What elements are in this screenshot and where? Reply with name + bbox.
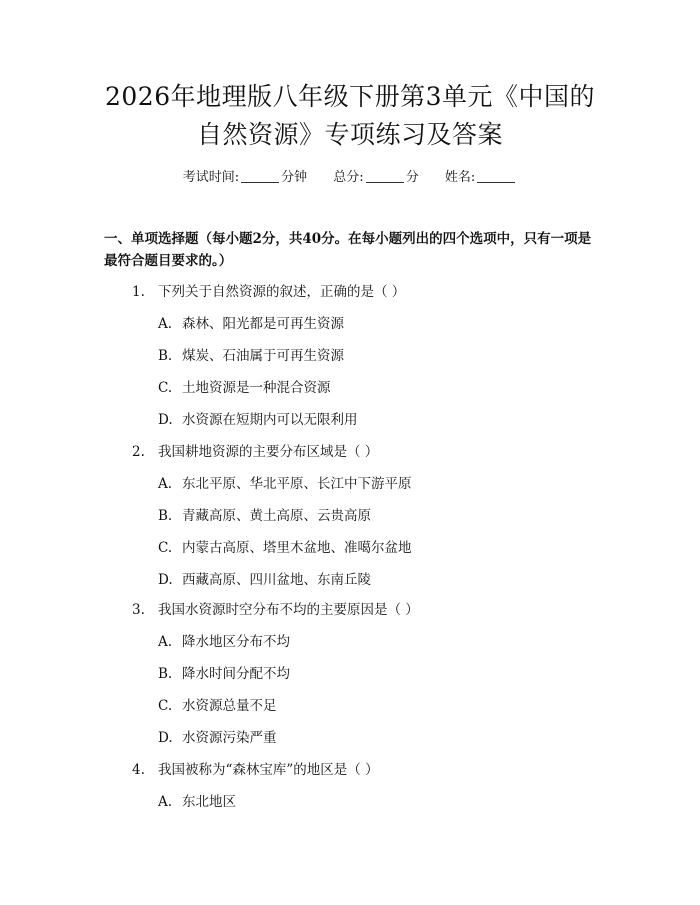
- option-text: 内蒙古高原、塔里木盆地、准噶尔盆地: [182, 540, 412, 556]
- option-text: 青藏高原、黄土高原、云贵高原: [182, 508, 371, 524]
- option-label: C.: [158, 698, 173, 714]
- question-text: 下列关于自然资源的叙述，正确的是（ ）: [158, 284, 406, 300]
- section-heading: 一、单项选择题（每小题2分，共40分。在每小题列出的四个选项中，只有一项是最符合题目要求的。）: [104, 231, 592, 269]
- option-text: 东北平原、华北平原、长江中下游平原: [182, 476, 412, 492]
- q3-option-d[interactable]: [158, 728, 277, 748]
- q3-option-b[interactable]: [158, 664, 290, 684]
- option-text: 煤炭、石油属于可再生资源: [182, 348, 344, 364]
- question-text: 我国耕地资源的主要分布区域是（ ）: [158, 444, 379, 460]
- option-text: 降水时间分配不均: [182, 666, 290, 682]
- option-label: A.: [158, 634, 173, 650]
- exam-time-unit: 分钟: [281, 170, 308, 185]
- question-number: 4.: [132, 762, 145, 778]
- total-score-label: 总分:: [333, 170, 364, 185]
- question-4: [132, 760, 379, 780]
- page-title: [60, 78, 640, 154]
- option-text: 西藏高原、四川盆地、东南丘陵: [182, 572, 371, 588]
- q4-option-a[interactable]: [158, 792, 236, 812]
- option-label: D.: [158, 572, 173, 588]
- option-text: 森林、阳光都是可再生资源: [182, 316, 344, 332]
- option-label: C.: [158, 540, 173, 556]
- question-number: 3.: [132, 602, 145, 618]
- q2-option-b[interactable]: [158, 506, 371, 526]
- option-text: 土地资源是一种混合资源: [182, 380, 331, 396]
- total-score-blank[interactable]: [366, 182, 404, 183]
- total-score-unit: 分: [405, 170, 419, 185]
- option-text: 降水地区分布不均: [182, 634, 290, 650]
- question-3: [132, 600, 419, 620]
- q2-option-a[interactable]: [158, 474, 412, 494]
- option-text: 水资源总量不足: [182, 698, 277, 714]
- exam-time-field: [183, 170, 312, 185]
- total-score-field: [333, 170, 423, 185]
- option-text: 东北地区: [182, 794, 236, 810]
- q1-option-d[interactable]: [158, 410, 358, 430]
- q3-option-a[interactable]: [158, 632, 290, 652]
- student-name-field: [445, 170, 517, 185]
- exam-time-label: 考试时间:: [182, 170, 240, 185]
- option-text: 水资源在短期内可以无限利用: [182, 412, 358, 428]
- option-text: 水资源污染严重: [182, 730, 277, 746]
- student-name-blank[interactable]: [477, 182, 515, 183]
- q1-option-a[interactable]: [158, 314, 344, 334]
- option-label: B.: [158, 666, 173, 682]
- option-label: A.: [158, 794, 173, 810]
- question-text: 我国被称为“森林宝库”的地区是（ ）: [158, 762, 379, 778]
- exam-meta: [0, 168, 700, 188]
- q2-option-d[interactable]: [158, 570, 371, 590]
- option-label: B.: [158, 348, 173, 364]
- option-label: D.: [158, 730, 173, 746]
- question-2: [132, 442, 378, 462]
- question-text: 我国水资源时空分布不均的主要原因是（ ）: [158, 602, 419, 618]
- option-label: D.: [158, 412, 173, 428]
- title-line-1: 2026年地理版八年级下册第3单元《中国的: [104, 82, 596, 111]
- q2-option-c[interactable]: [158, 538, 412, 558]
- exam-time-blank[interactable]: [241, 182, 279, 183]
- q1-option-b[interactable]: [158, 346, 344, 366]
- option-label: B.: [158, 508, 173, 524]
- option-label: A.: [158, 476, 173, 492]
- q3-option-c[interactable]: [158, 696, 277, 716]
- question-number: 2.: [132, 444, 145, 460]
- q1-option-c[interactable]: [158, 378, 331, 398]
- question-number: 1.: [132, 284, 145, 300]
- student-name-label: 姓名:: [444, 170, 476, 185]
- option-label: A.: [158, 316, 173, 332]
- option-label: C.: [158, 380, 173, 396]
- title-line-2: 自然资源》专项练习及答案: [196, 120, 503, 149]
- question-1: [132, 282, 405, 302]
